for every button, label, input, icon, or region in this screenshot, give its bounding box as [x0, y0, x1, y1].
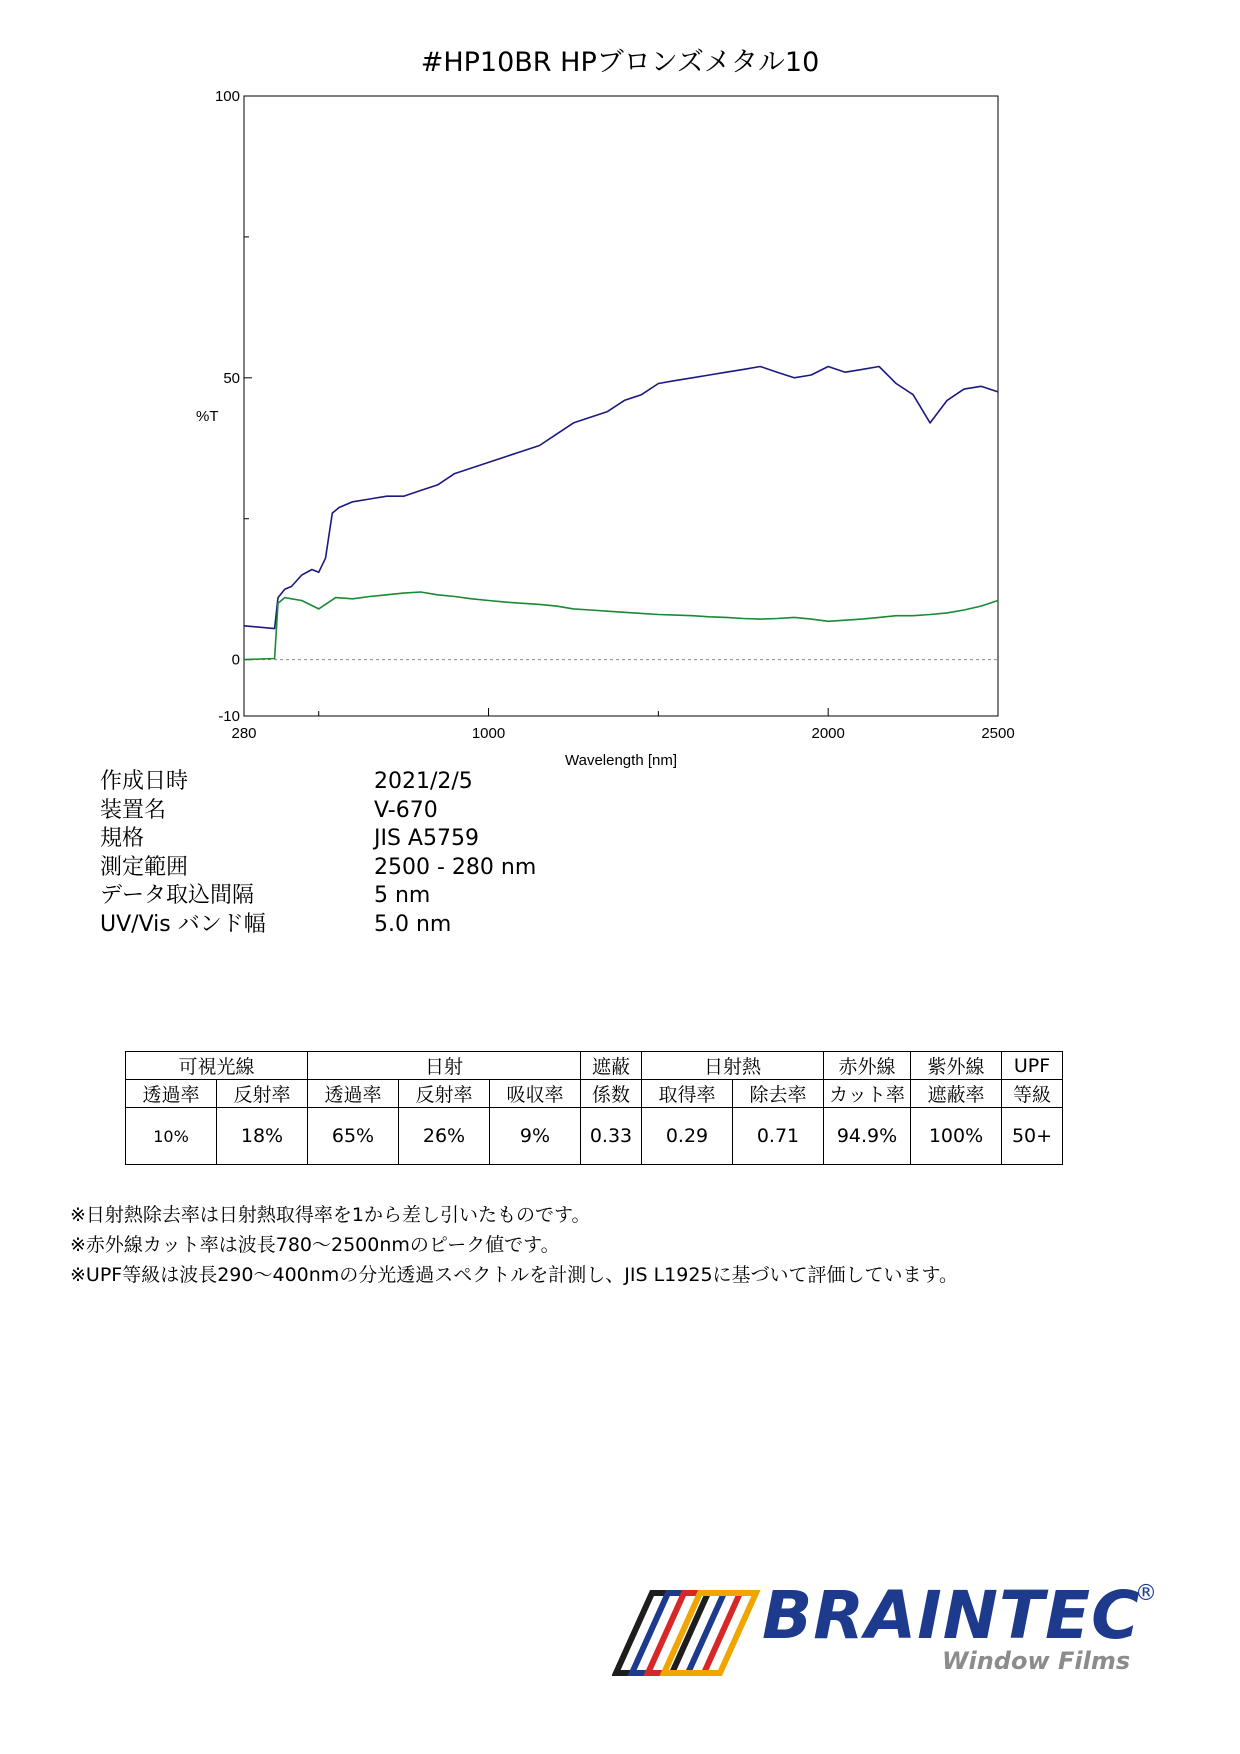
axis-tick-labels	[215, 88, 1015, 742]
subheader-cell: カット率	[824, 1080, 911, 1108]
footnote: ※UPF等級は波長290〜400nmの分光透過スペクトルを計測し、JIS L1925に基づいて評価しています。	[70, 1264, 959, 1286]
subheader-cell: 透過率	[308, 1080, 399, 1108]
info-label: 規格	[100, 826, 145, 851]
info-value: 2021/2/5	[374, 769, 473, 794]
series-lines	[244, 367, 998, 660]
subheader-cell: 係数	[581, 1080, 642, 1108]
info-value: JIS A5759	[374, 826, 479, 851]
axis-ticks	[244, 96, 998, 716]
group-header-solar: 日射	[308, 1052, 581, 1080]
registered-mark: ®	[1135, 1581, 1157, 1606]
logo-wordmark: BRAINTEC	[762, 1577, 1141, 1654]
value-cell: 0.71	[733, 1108, 824, 1165]
braintec-logo	[612, 1577, 1172, 1685]
series-line-transmittance	[244, 367, 998, 629]
info-value: 2500 - 280 nm	[374, 854, 537, 880]
subheader-cell: 反射率	[399, 1080, 490, 1108]
value-cell: 26%	[399, 1108, 490, 1165]
table-group-row	[126, 1052, 1063, 1080]
subheader-cell: 吸収率	[490, 1080, 581, 1108]
info-row	[100, 882, 536, 911]
x-tick-label: 280	[231, 725, 257, 742]
group-header-upf: UPF	[1002, 1052, 1063, 1080]
subheader-cell: 反射率	[217, 1080, 308, 1108]
value-cell: 94.9%	[824, 1108, 911, 1165]
subheader-cell: 取得率	[642, 1080, 733, 1108]
y-tick-label: 50	[223, 369, 240, 387]
value-cell: 65%	[308, 1108, 399, 1165]
group-header-solar-heat: 日射熱	[642, 1052, 824, 1080]
group-header-shading: 遮蔽	[581, 1052, 642, 1080]
info-value: V-670	[374, 797, 438, 823]
footnote: ※日射熱除去率は日射熱取得率を1から差し引いたものです。	[70, 1204, 591, 1226]
x-tick-label: 1000	[471, 725, 506, 742]
series-line-reflectance	[244, 592, 998, 660]
logo-mark-icon	[612, 1585, 762, 1685]
group-header-visible-light: 可視光線	[126, 1052, 308, 1080]
y-tick-label: 0	[231, 651, 240, 669]
measurement-info	[100, 768, 536, 939]
x-axis-label: Wavelength [nm]	[565, 752, 677, 769]
subheader-cell: 透過率	[126, 1080, 217, 1108]
info-label: 装置名	[100, 797, 167, 823]
value-cell: 50+	[1002, 1108, 1063, 1165]
value-cell: 0.29	[642, 1108, 733, 1165]
info-row	[100, 854, 536, 883]
table-value-row	[126, 1108, 1063, 1165]
footnote: ※赤外線カット率は波長780〜2500nmのピーク値です。	[70, 1234, 560, 1256]
value-cell: 100%	[911, 1108, 1002, 1165]
info-row	[100, 797, 536, 826]
info-label: UV/Vis バンド幅	[100, 911, 266, 937]
x-tick-label: 2000	[811, 725, 845, 742]
subheader-cell: 等級	[1002, 1080, 1063, 1108]
subheader-cell: 遮蔽率	[911, 1080, 1002, 1108]
table-subheader-row	[126, 1080, 1063, 1108]
info-label: 測定範囲	[100, 854, 189, 880]
info-value: 5.0 nm	[374, 911, 452, 937]
performance-table	[125, 1051, 1063, 1165]
footnotes	[70, 1200, 958, 1290]
y-tick-label: 100	[214, 88, 240, 105]
value-cell: 10%	[126, 1108, 217, 1165]
page-title: #HP10BR HPブロンズメタル10	[420, 47, 820, 78]
y-tick-label: -10	[218, 708, 240, 725]
subheader-cell: 除去率	[733, 1080, 824, 1108]
group-header-ultraviolet: 紫外線	[911, 1052, 1002, 1080]
value-cell: 18%	[217, 1108, 308, 1165]
group-header-infrared: 赤外線	[824, 1052, 911, 1080]
info-value: 5 nm	[374, 883, 431, 908]
value-cell: 0.33	[581, 1108, 642, 1165]
info-row	[100, 825, 536, 854]
info-label: 作成日時	[100, 769, 189, 794]
y-axis-label: %T	[196, 408, 219, 425]
info-row	[100, 768, 536, 797]
transmittance-chart	[180, 85, 1040, 775]
logo-subtitle: Window Films	[942, 1647, 1131, 1675]
info-label: データ取込間隔	[100, 883, 255, 908]
info-row	[100, 911, 536, 940]
x-tick-label: 2500	[981, 725, 1015, 742]
plot-frame	[244, 96, 998, 716]
value-cell: 9%	[490, 1108, 581, 1165]
